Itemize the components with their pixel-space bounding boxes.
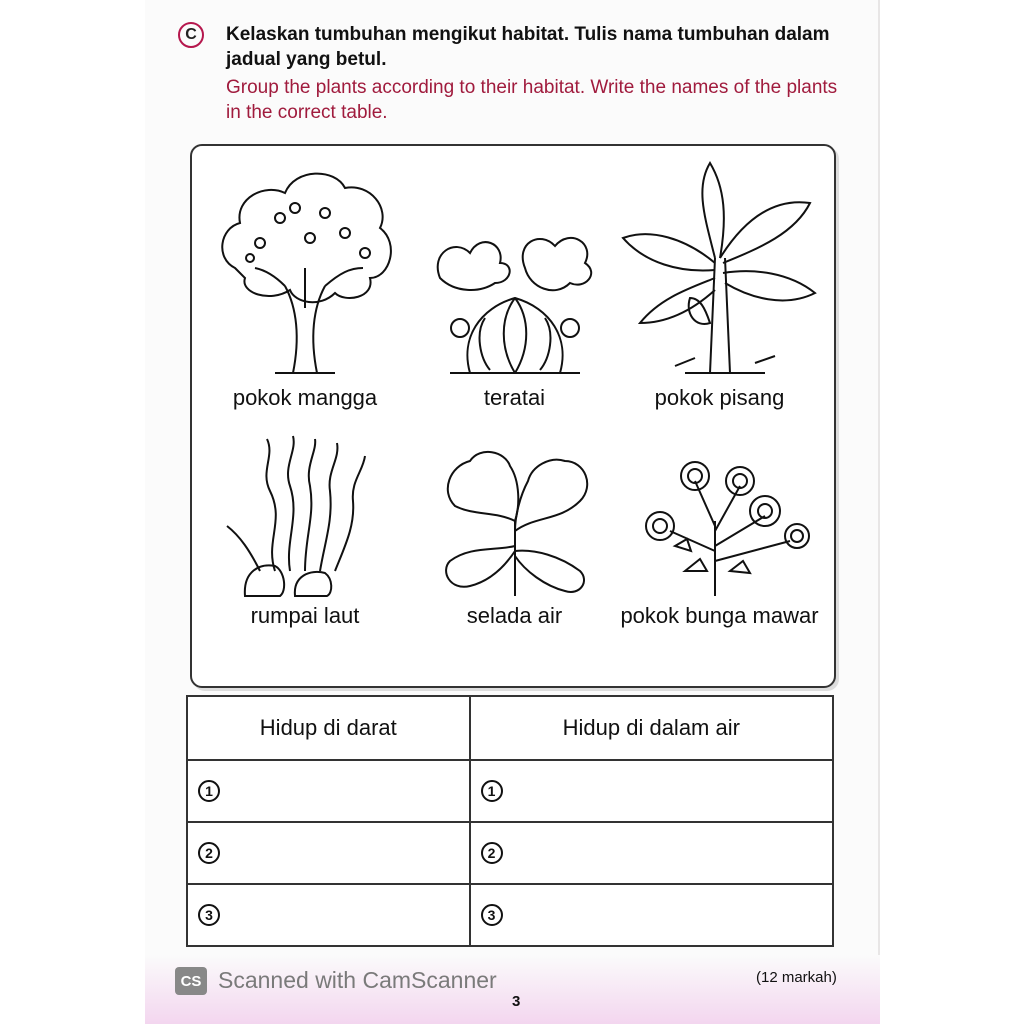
row-number: 3 [481, 904, 503, 926]
row-number: 2 [481, 842, 503, 864]
plant-card-banana [612, 158, 827, 413]
header-land: Hidup di darat [187, 696, 470, 760]
answer-cell-water[interactable] [470, 822, 833, 884]
answer-cell-water[interactable] [470, 760, 833, 822]
instruction-english: Group the plants according to their habitat. Write the names of the plants in the correct table. [226, 77, 838, 123]
plant-card-watercress [417, 431, 612, 631]
plant-card-lotus [417, 158, 612, 413]
watercress-icon [420, 431, 610, 601]
plant-label: pokok bunga mawar [620, 603, 819, 628]
plant-label: pokok mangga [232, 385, 378, 410]
mango-tree-icon [205, 158, 405, 383]
page-number: 3 [512, 993, 521, 1010]
row-number: 2 [198, 842, 220, 864]
marks-label: (12 markah) [756, 969, 837, 986]
table-row [187, 760, 833, 822]
row-number: 3 [198, 904, 220, 926]
answer-cell-water[interactable] [470, 884, 833, 946]
plant-card-mango [200, 158, 410, 413]
rose-plant-icon [615, 431, 825, 601]
habitat-table [186, 695, 834, 947]
section-badge: C [178, 22, 204, 48]
plant-label: teratai [483, 385, 546, 410]
table-row [187, 884, 833, 946]
lotus-icon [420, 158, 610, 383]
plant-gallery [190, 144, 836, 688]
table-header-row [187, 696, 833, 760]
answer-cell-land[interactable] [187, 760, 470, 822]
plant-label: rumpai laut [250, 603, 360, 628]
banana-tree-icon [615, 158, 825, 383]
header-water: Hidup di dalam air [470, 696, 833, 760]
row-number: 1 [198, 780, 220, 802]
table-row [187, 822, 833, 884]
plant-label: pokok pisang [654, 385, 785, 410]
seaweed-icon [205, 431, 405, 601]
answer-cell-land[interactable] [187, 822, 470, 884]
plant-card-rose [612, 431, 827, 631]
plant-card-seaweed [200, 431, 410, 631]
plant-label: selada air [466, 603, 563, 628]
answer-cell-land[interactable] [187, 884, 470, 946]
camscanner-logo: CS [175, 967, 207, 995]
row-number: 1 [481, 780, 503, 802]
instruction-malay: Kelaskan tumbuhan mengikut habitat. Tulis nama tumbuhan dalam jadual yang betul. [226, 24, 830, 70]
camscanner-watermark: Scanned with CamScanner [218, 967, 497, 993]
